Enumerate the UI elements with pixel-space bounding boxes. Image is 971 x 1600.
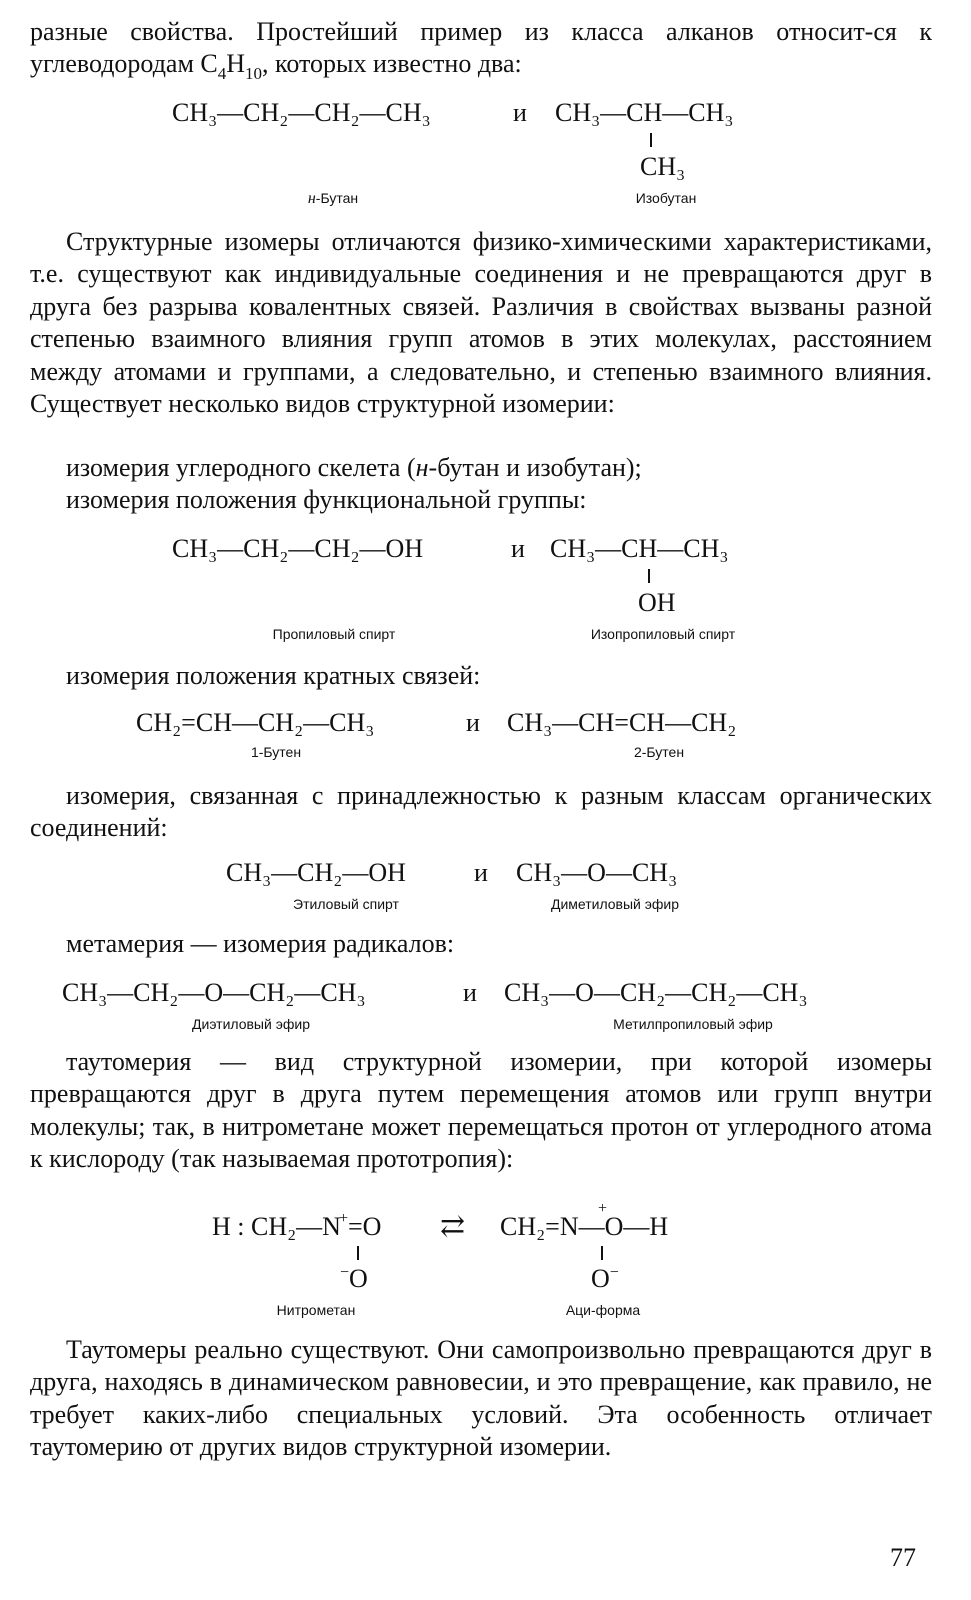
charge-minus: −: [340, 1264, 350, 1281]
caption-dimethyl-ether: Диметиловый эфир: [550, 896, 680, 912]
formula-and: и: [511, 534, 525, 563]
caption-n-butane: [308, 190, 358, 207]
list-item-carbon-skeleton: [66, 452, 642, 484]
subscript-4: 4: [217, 64, 227, 84]
list-item-metamerism: метамерия — изомерия радикалов:: [66, 929, 455, 958]
formula-n-butane: CH₃—CH₂—CH₂—CH₃: [172, 98, 431, 127]
paragraph-intro-tail: , которых известно два:: [262, 49, 522, 79]
formula-and: и: [513, 98, 527, 127]
formula-ethanol: CH₃—CH₂—OH: [226, 858, 406, 887]
paragraph-structural-isomers: Структурные изомеры отличаются физико-химическими характеристиками, т.е. существуют как индивидуальные соединения и не превращаются друг в друга без разрыва ковалентных связей. Различия в свойствах вызваны разной степенью взаимного влияния групп атомов в этих молекулах, расстоянием между атомами и группами, а следовательно, и степенью взаимного влияния. Существует несколько видов структурной изомерии:: [30, 227, 932, 419]
caption-1-butene: 1-Бутен: [250, 744, 302, 760]
formula-aci-tail: —O—H: [578, 1212, 669, 1241]
bond-line: [650, 133, 652, 147]
paragraph-intro-text: разные свойства. Простейший пример из класса алканов относит-ся к углеводородам C: [30, 17, 932, 79]
charge-plus: +: [338, 1210, 348, 1227]
formula-h: H: [226, 49, 246, 79]
bond-line: [648, 569, 650, 583]
formula-isopropanol-branch: OH: [638, 588, 676, 617]
formula-isobutane: CH₃—CH—CH₃: [555, 98, 734, 127]
bond-line: [357, 1246, 359, 1260]
formula-1-butene: CH₂=CH—CH₂—CH₃: [136, 708, 375, 737]
formula-methyl-propyl-ether: CH₃—O—CH₂—CH₂—CH₃: [504, 978, 808, 1007]
caption-nitromethane: Нитрометан: [276, 1302, 356, 1318]
formula-dimethyl-ether: CH₃—O—CH₃: [516, 858, 678, 887]
list-item-multiple-bonds: изомерия положения кратных связей:: [66, 661, 481, 690]
formula-propanol: CH₃—CH₂—CH₂—OH: [172, 534, 424, 563]
caption-propanol: Пропиловый спирт: [272, 626, 396, 642]
formula-and: и: [474, 858, 488, 887]
formula-aci-oxygen: [591, 1264, 619, 1298]
list-item-italic: н: [415, 453, 429, 482]
page-number: 77: [890, 1543, 916, 1572]
formula-isobutane-branch: CH₃: [640, 152, 686, 181]
charge-minus: −: [609, 1264, 619, 1281]
caption-aci-form: Аци-форма: [565, 1302, 641, 1318]
caption-isopropanol: Изопропиловый спирт: [590, 626, 736, 642]
list-item-functional-group: изомерия положения функциональной группы:: [66, 485, 587, 514]
caption-diethyl-ether: Диэтиловый эфир: [192, 1016, 310, 1032]
caption-ethanol: Этиловый спирт: [293, 896, 399, 912]
caption-isobutane: Изобутан: [635, 190, 697, 206]
formula-and: и: [463, 978, 477, 1007]
caption-2-butene: 2-Бутен: [633, 744, 685, 760]
equilibrium-arrow: ⇄: [440, 1210, 466, 1243]
caption-italic-n: н: [307, 190, 316, 207]
formula-aci-form: [500, 1200, 669, 1242]
subscript-10: 10: [245, 64, 263, 84]
formula-isopropanol: CH₃—CH—CH₃: [550, 534, 729, 563]
list-item-tail: -бутан и изобутан);: [428, 453, 642, 482]
formula-nitromethane-part: H : CH₂—N: [212, 1212, 341, 1241]
formula-nitromethane: [212, 1212, 381, 1246]
charge-plus: +: [598, 1200, 608, 1217]
paragraph-tautomers: Таутомеры реально существуют. Они самопроизвольно превращаются друг в друга, находясь в динамическом равновесии, и это превращение, как правило, не требует каких-либо специальных условий. Эта особенность отличает таутомерию от других видов структурной изомерии.: [30, 1335, 932, 1462]
paragraph-intro: [30, 16, 932, 84]
oxygen-label: O: [349, 1264, 368, 1293]
list-item-tautomerism: таутомерия — вид структурной изомерии, при которой изомеры превращаются друг в друга путем перемещения атомов или групп внутри молекулы; так, в нитрометане может перемещаться протон от углеродного атома к кислороду (так называемая прототропия):: [30, 1047, 932, 1174]
caption-methyl-propyl-ether: Метилпропиловый эфир: [613, 1016, 773, 1032]
formula-and: и: [466, 708, 480, 737]
oxygen-label: O: [591, 1264, 610, 1293]
caption-n-butane-text: -Бутан: [315, 190, 359, 206]
formula-2-butene: CH₃—CH=CH—CH₂: [507, 708, 737, 737]
formula-nitromethane-tail: =O: [348, 1212, 382, 1241]
bond-line: [601, 1246, 603, 1260]
formula-nitromethane-oxygen: [340, 1264, 368, 1298]
formula-aci-part: CH₂=N: [500, 1212, 579, 1241]
formula-diethyl-ether: CH₃—CH₂—O—CH₂—CH₃: [62, 978, 366, 1007]
list-item-text: изомерия углеродного скелета (: [66, 453, 416, 482]
list-item-classes: изомерия, связанная с принадлежностью к разным классам органических соединений:: [30, 781, 932, 843]
